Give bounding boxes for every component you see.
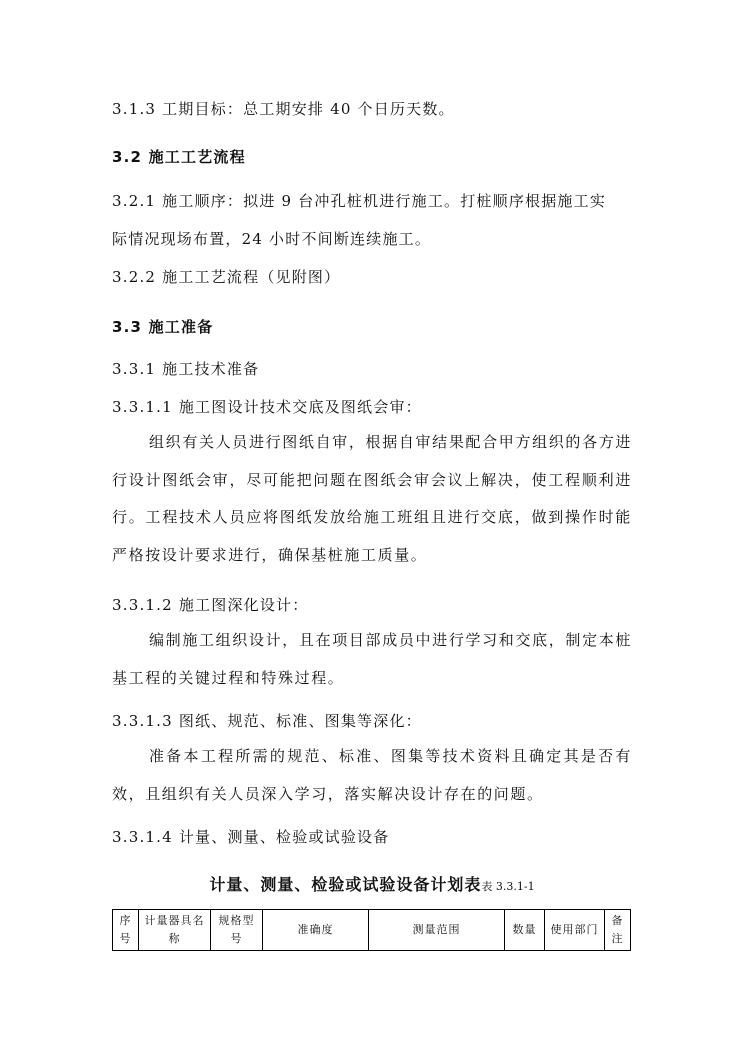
header-remarks: 备注 — [605, 910, 631, 951]
section-3-3-1-2: 3.3.1.2 施工图深化设计： — [112, 596, 309, 614]
header-quantity: 数量 — [505, 910, 545, 951]
table-caption-number: 表 3.3.1-1 — [481, 880, 535, 893]
header-measuring-range: 测量范围 — [369, 910, 505, 951]
section-3-3-1-4: 3.3.1.4 计量、测量、检验或试验设备 — [112, 828, 390, 846]
section-3-2-2: 3.2.2 施工工艺流程（见附图） — [112, 268, 341, 286]
equipment-plan-table — [112, 909, 631, 951]
section-3-2-1-line2: 际情况现场布置，24 小时不间断连续施工。 — [112, 230, 432, 248]
section-3-2-1-line1: 3.2.1 施工顺序：拟进 9 台冲孔桩机进行施工。打桩顺序根据施工实 — [112, 192, 607, 210]
section-3-3-1-1: 3.3.1.1 施工图设计技术交底及图纸会审： — [112, 398, 422, 416]
section-3-3-1-3: 3.3.1.3 图纸、规范、标准、图集等深化： — [112, 712, 422, 730]
header-department: 使用部门 — [545, 910, 605, 951]
paragraph-3-3-1-2: 编制施工组织设计，且在项目部成员中进行学习和交底，制定本桩基工程的关键过程和特殊过程。 — [112, 631, 632, 687]
section-3-1-3: 3.1.3 工期目标：总工期安排 40 个日历天数。 — [112, 100, 455, 118]
section-3-3-1: 3.3.1 施工技术准备 — [112, 360, 260, 378]
header-instrument-name: 计量器具名称 — [139, 910, 211, 951]
table-header-row — [113, 910, 631, 951]
heading-3-2: 3.2 施工工艺流程 — [112, 148, 246, 166]
header-serial: 序号 — [113, 910, 139, 951]
paragraph-3-3-1-3: 准备本工程所需的规范、标准、图集等技术资料且确定其是否有效，且组织有关人员深入学习，落实解决设计存在的问题。 — [112, 747, 632, 803]
table-caption — [0, 872, 744, 895]
header-spec-model: 规格型号 — [211, 910, 263, 951]
table-caption-title: 计量、测量、检验或试验设备计划表 — [209, 875, 482, 894]
paragraph-3-3-1-1: 组织有关人员进行图纸自审，根据自审结果配合甲方组织的各方进行设计图纸会审，尽可能把问题在图纸会审会议上解决，使工程顺利进行。工程技术人员应将图纸发放给施工班组且进行交底，做到操作时能严格按设计要求进行，确保基桩施工质量。 — [112, 433, 632, 564]
header-accuracy: 准确度 — [263, 910, 369, 951]
heading-3-3: 3.3 施工准备 — [112, 318, 214, 336]
